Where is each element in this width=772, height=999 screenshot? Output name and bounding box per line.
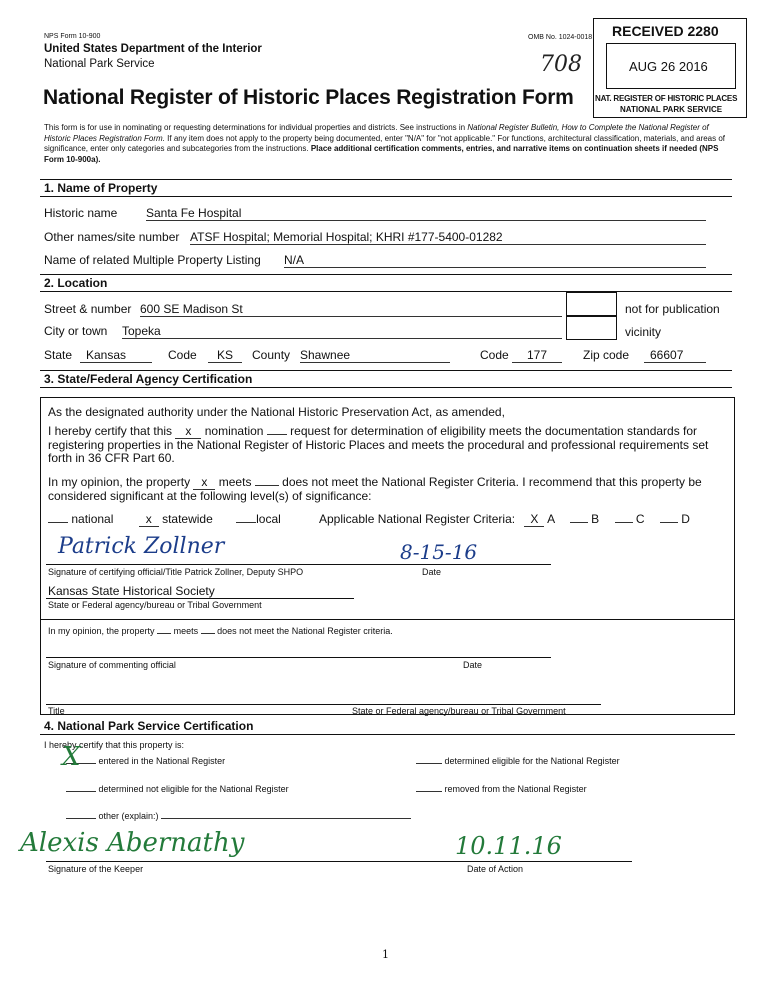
other-row bbox=[66, 811, 411, 821]
opinion-paragraph bbox=[48, 476, 730, 503]
stamp-line-1: NAT. REGISTER OF HISTORIC PLACES bbox=[595, 94, 738, 103]
entered-check-mark: X bbox=[62, 742, 81, 772]
criteria-label: Applicable National Register Criteria: bbox=[319, 512, 516, 526]
instructions-text-2: If any item does not apply to the property being documented, enter "N/A" for "not applicable." For functions, architectural classification, materials, and areas of significance, enter only categories and subcategories from the instructions. bbox=[44, 133, 726, 153]
comment-text-2: does not meet the National Register criteria. bbox=[217, 626, 393, 636]
entered-label: entered in the National Register bbox=[98, 756, 226, 766]
section-3-heading: 3. State/Federal Agency Certification bbox=[44, 372, 253, 386]
instructions-bold: Place additional certification comments, entries, and narrative items on continuation sheets if needed (NPS Form 10-900a). bbox=[44, 144, 719, 164]
divider bbox=[40, 619, 735, 620]
divider bbox=[40, 179, 732, 180]
statewide-label: statewide bbox=[162, 512, 213, 526]
instructions-italic: National Register Bulletin, How to Complete the National Register of Historic Places Registration Form. bbox=[44, 123, 709, 143]
request-blank[interactable] bbox=[267, 434, 287, 435]
service-name: National Park Service bbox=[44, 58, 155, 70]
divider bbox=[40, 291, 732, 292]
removed-label: removed from the National Register bbox=[444, 784, 587, 794]
city-label: City or town bbox=[44, 324, 108, 338]
criteria-row bbox=[319, 512, 690, 527]
keeper-label: Signature of the Keeper bbox=[48, 864, 144, 874]
state-field[interactable]: Kansas bbox=[80, 348, 152, 363]
historic-name-field[interactable]: Santa Fe Hospital bbox=[146, 206, 706, 221]
commenting-label: Signature of commenting official bbox=[48, 660, 176, 670]
not-eligible-label: determined not eligible for the National Register bbox=[98, 784, 289, 794]
certify-x-mark[interactable]: x bbox=[175, 425, 201, 439]
mpl-field[interactable]: N/A bbox=[284, 253, 706, 268]
criteria-b-blank[interactable] bbox=[570, 522, 588, 523]
certify-paragraph bbox=[48, 425, 730, 465]
stamp-line-2: NATIONAL PARK SERVICE bbox=[620, 105, 723, 114]
opinion-text-2: does not meet the National Register Criteria. I recommend that this property be considered significant at the following level(s) of significance: bbox=[48, 475, 702, 503]
instructions bbox=[44, 123, 729, 165]
page-number: 1 bbox=[382, 948, 389, 961]
vicinity-checkbox[interactable] bbox=[566, 316, 617, 340]
certify-text-1: I hereby certify that this bbox=[48, 424, 173, 438]
criteria-d-blank[interactable] bbox=[660, 522, 678, 523]
keeper-signature-line bbox=[46, 861, 632, 862]
statewide-x-mark[interactable]: x bbox=[139, 512, 159, 527]
stamp-date-box bbox=[606, 43, 736, 89]
divider bbox=[40, 387, 732, 388]
street-field[interactable]: 600 SE Madison St bbox=[140, 302, 562, 317]
eligible-row bbox=[416, 756, 620, 766]
county-field[interactable]: Shawnee bbox=[300, 348, 450, 363]
not-for-publication-checkbox[interactable] bbox=[566, 292, 617, 316]
signature-line bbox=[46, 564, 551, 565]
certify-nomination: nomination bbox=[204, 424, 264, 438]
criteria-b-label: B bbox=[591, 512, 600, 526]
certify-text-2: request for determination of eligibility meets the documentation standards for registering properties in the National Register of Historic Places and meets the procedural and professional requirements set forth in 36 CFR Part 60. bbox=[48, 424, 709, 465]
criteria-a-mark[interactable]: X bbox=[524, 512, 544, 527]
opinion-meets: meets bbox=[218, 475, 252, 489]
not-eligible-blank[interactable] bbox=[66, 791, 96, 792]
eligible-blank[interactable] bbox=[416, 763, 442, 764]
divider bbox=[40, 196, 732, 197]
certifying-signature: Patrick Zollner bbox=[58, 534, 225, 559]
section-1-heading: 1. Name of Property bbox=[44, 181, 158, 195]
title-line bbox=[46, 704, 601, 705]
comment-text-1: In my opinion, the property bbox=[48, 626, 155, 636]
street-label: Street & number bbox=[44, 302, 132, 316]
other-names-label: Other names/site number bbox=[44, 230, 180, 244]
opinion-x-mark[interactable]: x bbox=[193, 476, 215, 490]
instructions-text-1: This form is for use in nominating or requesting determinations for individual properties and districts. See instructions in bbox=[44, 123, 468, 132]
section-4-heading: 4. National Park Service Certification bbox=[44, 719, 254, 733]
comment-meets: meets bbox=[173, 626, 199, 636]
comment-meets-blank[interactable] bbox=[157, 633, 171, 634]
other-blank[interactable] bbox=[66, 818, 96, 819]
title-label: Title bbox=[48, 706, 65, 716]
signature-label: Signature of certifying official/Title Patrick Zollner, Deputy SHPO bbox=[48, 567, 304, 577]
agency-label-2: State or Federal agency/bureau or Tribal Government bbox=[352, 706, 566, 716]
removed-blank[interactable] bbox=[416, 791, 442, 792]
county-code-label: Code bbox=[480, 348, 509, 362]
city-field[interactable]: Topeka bbox=[122, 324, 562, 339]
authority-text: As the designated authority under the National Historic Preservation Act, as amended, bbox=[48, 405, 505, 419]
historic-name-label: Historic name bbox=[44, 206, 118, 220]
opinion-text-1: In my opinion, the property bbox=[48, 475, 191, 489]
local-blank[interactable] bbox=[236, 522, 256, 523]
county-label: County bbox=[252, 348, 291, 362]
zip-field[interactable]: 66607 bbox=[644, 348, 706, 363]
handwritten-reference: 708 bbox=[540, 52, 582, 77]
criteria-c-blank[interactable] bbox=[615, 522, 633, 523]
divider bbox=[40, 734, 735, 735]
nps-certify-text: I hereby certify that this property is: bbox=[44, 740, 185, 750]
mpl-label: Name of related Multiple Property Listing bbox=[44, 253, 261, 267]
other-label: other (explain:) bbox=[98, 811, 159, 821]
not-meet-blank[interactable] bbox=[255, 485, 279, 486]
state-code-label: Code bbox=[168, 348, 197, 362]
omb-number: OMB No. 1024-0018 bbox=[528, 34, 593, 41]
national-blank[interactable] bbox=[48, 522, 68, 523]
department-name: United States Department of the Interior bbox=[44, 43, 262, 55]
criteria-d-label: D bbox=[681, 512, 690, 526]
significance-levels bbox=[48, 512, 281, 527]
local-label: local bbox=[256, 512, 281, 526]
commenting-date-label: Date bbox=[463, 660, 483, 670]
county-code-field[interactable]: 177 bbox=[512, 348, 562, 363]
criteria-c-label: C bbox=[635, 512, 645, 526]
removed-row bbox=[416, 784, 587, 794]
criteria-a-label: A bbox=[547, 512, 555, 526]
agency-line bbox=[46, 598, 354, 599]
divider bbox=[40, 274, 732, 275]
vicinity-label: vicinity bbox=[625, 325, 662, 339]
received-stamp bbox=[593, 18, 747, 118]
stamp-date: AUG 26 2016 bbox=[629, 59, 708, 74]
comment-not-meet-blank[interactable] bbox=[201, 633, 215, 634]
other-explain-line[interactable] bbox=[161, 818, 411, 819]
zip-label: Zip code bbox=[583, 348, 630, 362]
form-number: NPS Form 10-900 bbox=[44, 33, 101, 40]
comment-opinion bbox=[48, 626, 393, 636]
state-code-field[interactable]: KS bbox=[208, 348, 242, 363]
agency-name: Kansas State Historical Society bbox=[48, 584, 215, 598]
commenting-signature-line bbox=[46, 657, 551, 658]
certifying-date: 8-15-16 bbox=[400, 540, 478, 564]
entered-row bbox=[66, 756, 225, 766]
state-label: State bbox=[44, 348, 73, 362]
date-label: Date bbox=[422, 567, 442, 577]
other-names-field[interactable]: ATSF Hospital; Memorial Hospital; KHRI #177-5400-01282 bbox=[190, 230, 706, 245]
eligible-label: determined eligible for the National Register bbox=[444, 756, 620, 766]
section-2-heading: 2. Location bbox=[44, 276, 108, 290]
not-for-publication-label: not for publication bbox=[625, 302, 720, 316]
agency-label: State or Federal agency/bureau or Tribal Government bbox=[48, 600, 262, 610]
form-title: National Register of Historic Places Registration Form bbox=[43, 86, 574, 109]
not-eligible-row bbox=[66, 784, 289, 794]
action-date-label: Date of Action bbox=[467, 864, 524, 874]
national-label: national bbox=[71, 512, 114, 526]
action-date: 10.11.16 bbox=[455, 832, 562, 860]
stamp-received: RECEIVED 2280 bbox=[612, 23, 719, 39]
divider bbox=[40, 370, 732, 371]
keeper-signature: Alexis Abernathy bbox=[20, 828, 245, 858]
